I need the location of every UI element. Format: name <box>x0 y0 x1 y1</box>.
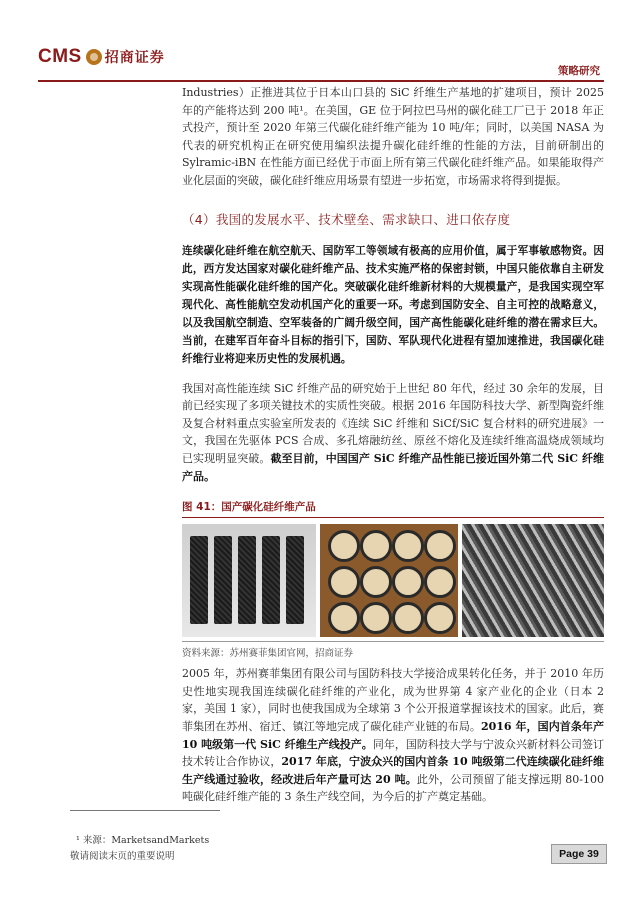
header-divider <box>38 80 604 82</box>
industrialization-text-a: 2005 年，苏州赛菲集团有限公司与国防科技大学接洽成果转化任务，并于 2010 年历史性地实现我国连续碳化硅纤维的产业化，成为世界第 4 家产业化的企业（日本 2 家，美国 1 家），同时也使我国成为全球第 3 个公开报道掌握该技术的国家。此后，赛菲集团在苏州、宿迁、镇江等地完成了碳化硅产业链的布局。 <box>182 667 604 733</box>
fiber-micrograph-photo <box>462 524 604 637</box>
figure-source: 资料来源：苏州赛菲集团官网，招商证券 <box>182 641 604 659</box>
industrialization-text-e: 此外，公司预留了能支撑远期 80-100 吨碳化硅纤维产能的 3 条生产线空间，为今后的扩产奠定基础。 <box>182 772 604 804</box>
figure-title: 图 41：国产碳化硅纤维产品 <box>182 499 604 518</box>
industrialization-highlight-2017: 2017 年底，宁波众兴的国内首条 10 吨级第二代连续碳化硅纤维生产线通过验收，经改进后年产量可达 20 吨。 <box>182 755 604 786</box>
disclaimer-note: 敬请阅读末页的重要说明 <box>70 851 175 862</box>
logo-mark-icon <box>86 49 102 65</box>
logo-chinese-text: 招商证券 <box>104 50 165 66</box>
logo-latin-text: CMS <box>38 46 82 67</box>
industrialization-highlight-2016: 2016 年，国内首条年产 10 吨级第一代 SiC 纤维生产线投产。 <box>182 719 604 751</box>
footnote: ¹ 来源：MarketsandMarkets <box>76 835 210 846</box>
paragraph-research-history <box>182 380 604 486</box>
fiber-spools-photo <box>182 524 316 637</box>
page-header <box>0 0 640 84</box>
footnote-divider <box>70 810 220 811</box>
page-number: Page 39 <box>551 844 607 864</box>
paragraph-key-point: 连续碳化硅纤维在航空航天、国防军工等领域有极高的应用价值，属于军事敏感物资。因此，西方发达国家对碳化硅纤维产品、技术实施严格的保密封锁，中国只能依靠自主研发实现高性能碳化硅纤维的国产化。突破碳化硅纤维新材料的大规模量产，是我国实现空军现代化、高性能航空发动机国产化的重要一环。考虑到国防安全、自主可控的战略意义，以及我国航空制造、空军装备的广阔升级空间，国产高性能碳化硅纤维的潜在需求巨大。当前，在建军百年奋斗目标的指引下，国防、军队现代化进程有望加速推进，我国碳化硅纤维行业将迎来历史性的发展机遇。 <box>182 244 604 365</box>
section-heading: （4）我国的发展水平、技术壁垒、需求缺口、进口依存度 <box>182 211 511 227</box>
research-history-text: 我国对高性能连续 SiC 纤维产品的研究始于上世纪 80 年代，经过 30 余年的发展，目前已经实现了多项关键技术的实质性突破。根据 2016 年国防科技大学、新型陶瓷纤维及复合材料重点实验室所发表的《连续 SiC 纤维和 SiCf/SiC 复合材料的研究进展》一文，我国在先驱体 PCS 合成、多孔熔融纺丝、原丝不熔化及连续纤维高温烧成领域均已实现明显突破。 <box>182 381 604 465</box>
section-label: 策略研究 <box>558 65 600 77</box>
figure-images <box>182 524 604 637</box>
fiber-rolls-box-photo <box>320 524 458 637</box>
company-logo <box>38 46 165 68</box>
research-history-conclusion: 截至目前，中国国产 SiC 纤维产品性能已接近国外第二代 SiC 纤维产品。 <box>182 451 605 483</box>
main-content <box>182 84 604 806</box>
paragraph-intro: Industries）正推进其位于日本山口县的 SiC 纤维生产基地的扩建项目，预计 2025 年的产能将达到 200 吨¹。在美国，GE 位于阿拉巴马州的碳化硅工厂已于 2018 年正式投产，预计至 2020 年第三代碳化硅纤维产能为 10 吨/年；同时，以美国 NASA 为代表的研究机构正在研究使用编织法提升碳化硅纤维的性能的方法，目前研制出的 Sylramic-iBN 在性能方面已经优于市面上所有第三代碳化硅纤维产品。如果能取得产业化层面的突破，碳化硅纤维应用场景有望进一步拓宽，市场需求将得到提振。 <box>182 86 604 187</box>
paragraph-industrialization <box>182 665 604 806</box>
industrialization-text-c: 同年，国防科技大学与宁波众兴新材料公司签订技术转让合作协议， <box>182 737 604 769</box>
